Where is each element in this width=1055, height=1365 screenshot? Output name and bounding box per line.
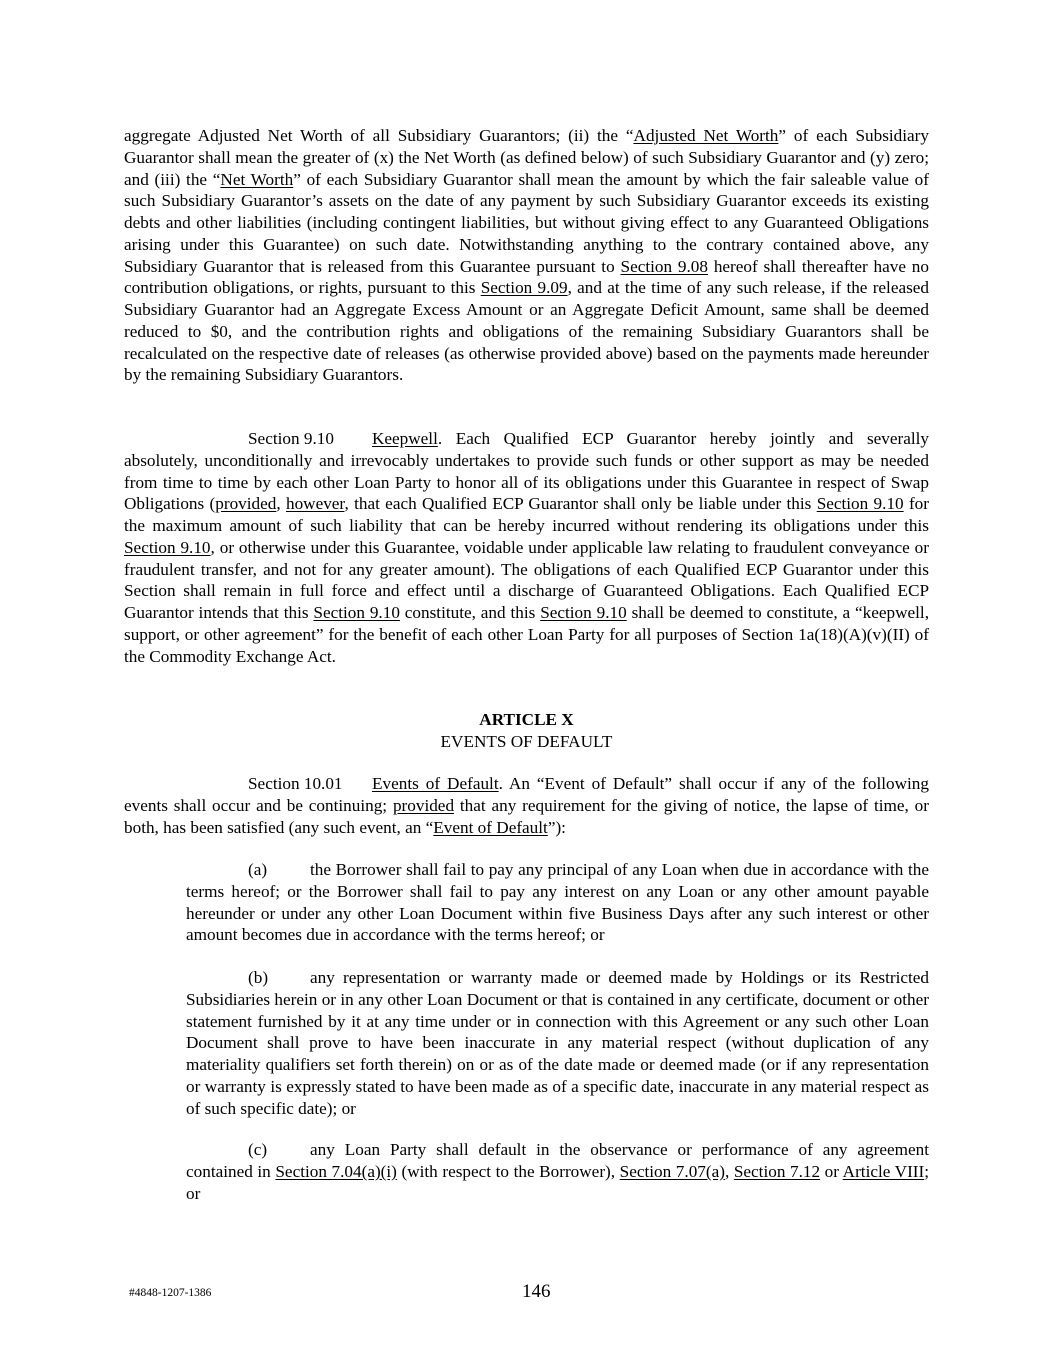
- defined-term-event-of-default: Event of Default: [433, 817, 548, 837]
- section-number: Section 10.01: [248, 774, 343, 793]
- defined-term-adjusted-net-worth: Adjusted Net Worth: [633, 126, 779, 145]
- term-provided: provided: [392, 795, 455, 815]
- cross-ref-article-viii: Article VIII: [842, 1161, 925, 1181]
- paragraph-net-worth: aggregate Adjusted Net Worth of all Subsidiary Guarantors; (ii) the “Adjusted Net Worth” of each Subsidiary Guarantor shall mean the greater of (x) the Net Worth (as defined below) of such Subsidiary Guarantor and (y) zero; and (iii) the “Net Worth” of each Subsidiary Guarantor shall mean the amount by which the fair saleable value of such Subsidiary Guarantor’s assets on the date of any payment by such Subsidiary Guarantor exceeds its existing debts and other liabilities (including contingent liabilities, but without giving effect to any Guaranteed Obligations arising under this Guarantee) on such date. Notwithstanding anything to the contrary contained above, any Subsidiary Guarantor that is released from this Guarantee pursuant to Section 9.08 hereof shall thereafter have no contribution obligations, or rights, pursuant to this Section 9.09, and at the time of any such release, if the released Subsidiary Guarantor had an Aggregate Excess Amount or an Aggregate Deficit Amount, same shall be deemed reduced to $0, and the contribution rights and obligations of the remaining Subsidiary Guarantors shall be recalculated on the respective date of releases (as otherwise provided above) based on the payments made hereunder by the remaining Subsidiary Guarantors.: [124, 126, 929, 385]
- cross-ref-section-9-10: Section 9.10: [540, 603, 627, 622]
- item-label: (b): [248, 968, 269, 987]
- section-number: Section 9.10: [248, 429, 334, 448]
- section-9-10-keepwell: Section 9.10 Keepwell. Each Qualified ECP Guarantor hereby jointly and severally absolutely, unconditionally and irrevocably undertakes to provide such funds or other support as may be needed from time to time by each other Loan Party to honor all of its obligations under this Guarantee in respect of Swap Obligations (provided, however, that each Qualified ECP Guarantor shall only be liable under this Section 9.10 for the maximum amount of such liability that can be hereby incurred without rendering its obligations under this Section 9.10, or otherwise under this Guarantee, voidable under applicable law relating to fraudulent conveyance or fraudulent transfer, and not for any greater amount). The obligations of each Qualified ECP Guarantor under this Section shall remain in full force and effect until a discharge of Guaranteed Obligations. Each Qualified ECP Guarantor intends that this Section 9.10 constitute, and this Section 9.10 shall be deemed to constitute, a “keepwell, support, or other agreement” for the benefit of each other Loan Party for all purposes of Section 1a(18)(A)(v)(II) of the Commodity Exchange Act.: [124, 429, 930, 666]
- cross-ref-section-7-07: Section 7.07(a): [619, 1161, 725, 1181]
- list-item-a: (a) the Borrower shall fail to pay any principal of any Loan when due in accordance with the terms hereof; or the Borrower shall fail to pay any interest on any Loan or any other amount payable hereunder or under any other Loan Document within five Business Days after any such interest or other amount becomes due in accordance with the terms hereof; or: [186, 860, 929, 945]
- defined-term-net-worth: Net Worth: [220, 169, 294, 189]
- section-title: Keepwell: [372, 429, 438, 448]
- section-title: Events of Default: [372, 774, 499, 793]
- item-label: (a): [248, 860, 268, 879]
- cross-ref-section-7-04: Section 7.04(a)(i): [275, 1161, 397, 1181]
- cross-ref-section-9-10: Section 9.10: [124, 537, 211, 557]
- section-10-01-events-of-default: Section 10.01 Events of Default. An “Event of Default” shall occur if any of the following events shall occur and be continuing; provided that any requirement for the giving of notice, the lapse of time, or both, has been satisfied (any such event, an “Event of Default”):: [124, 774, 929, 837]
- cross-ref-section-9-08: Section 9.08: [620, 256, 708, 276]
- list-item-b: (b) any representation or warranty made or deemed made by Holdings or its Restricted Subsidiaries herein or in any other Loan Document or that is contained in any certificate, document or other statement furnished by it at any time under or in connection with this Agreement or any such other Loan Document shall prove to have been inaccurate in any material respect (without duplication of any materiality qualifiers set forth therein) on or as of the date made or deemed made (or if any representation or warranty is expressly stated to have been made as of a specific date, inaccurate in any material respect as of such specific date); or: [186, 968, 929, 1118]
- list-item-c: (c) any Loan Party shall default in the observance or performance of any agreement contained in Section 7.04(a)(i) (with respect to the Borrower), Section 7.07(a), Section 7.12 or Article VIII; or: [186, 1140, 930, 1203]
- page-number: 146: [522, 1281, 551, 1302]
- cross-ref-section-9-10: Section 9.10: [816, 494, 904, 514]
- item-label: (c): [248, 1140, 268, 1159]
- cross-ref-section-9-09: Section 9.09: [480, 278, 568, 298]
- term-provided: provided: [215, 494, 277, 514]
- article-number: ARTICLE X: [479, 710, 574, 729]
- term-however: however: [285, 494, 345, 514]
- document-id: #4848-1207-1386: [129, 1287, 212, 1299]
- cross-ref-section-7-12: Section 7.12: [733, 1161, 821, 1181]
- article-title: EVENTS OF DEFAULT: [440, 732, 613, 751]
- cross-ref-section-9-10: Section 9.10: [313, 603, 400, 622]
